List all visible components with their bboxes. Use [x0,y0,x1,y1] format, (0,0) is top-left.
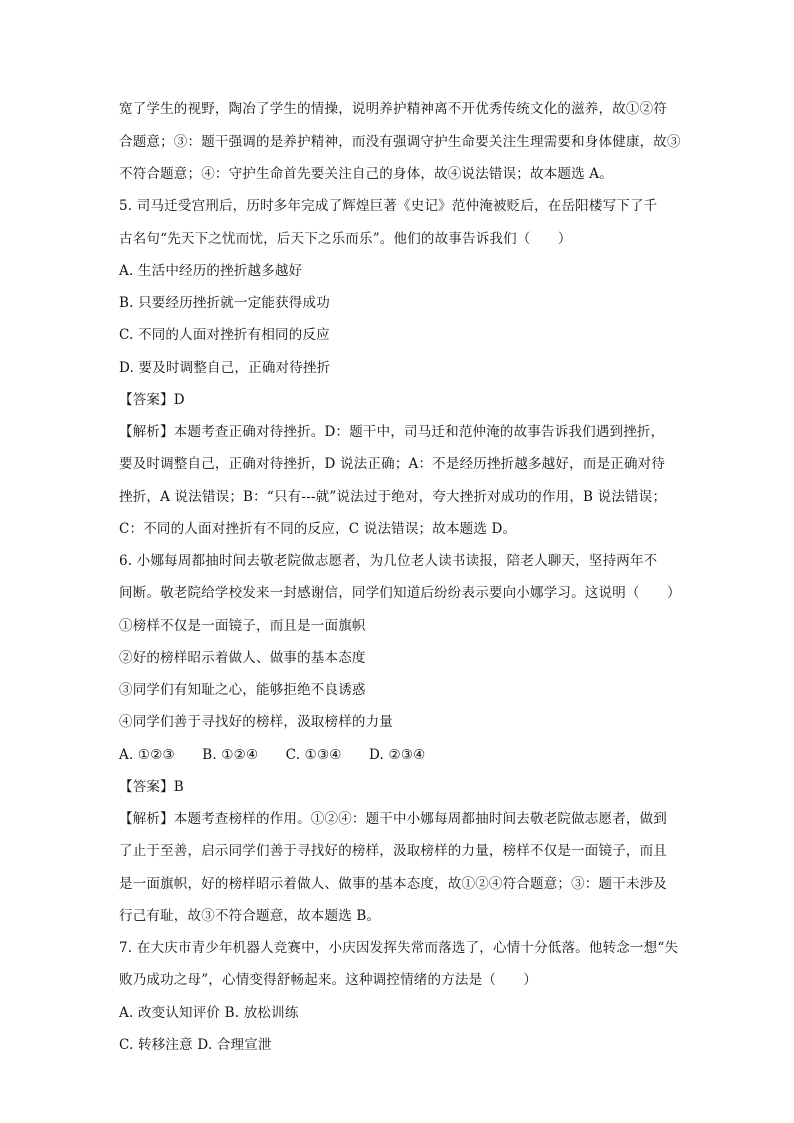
analysis-continuation-line: 合题意；③：题干强调的是养护精神，而没有强调守护生命要关注生理需要和身体健康，故③ [119,134,681,150]
question-5-option-b: B. 只要经历挫折就一定能获得成功 [119,295,330,311]
question-5-answer: 【答案】D [119,392,185,408]
question-6-analysis: 了止于至善，启示同学们善于寻找好的榜样，汲取榜样的力量，榜样不仅是一面镜子，而且 [119,843,667,859]
question-6-stem: 6. 小娜每周都抽时间去敬老院做志愿者，为几位老人读书读报，陪老人聊天，坚持两年不 [119,553,658,569]
question-5-analysis: 【解析】本题考查正确对待挫折。D：题干中，司马迁和范仲淹的故事告诉我们遇到挫折， [119,424,665,440]
question-7-options: C. 转移注意 D. 合理宣泄 [119,1037,272,1053]
question-6-statement: ④同学们善于寻找好的榜样，汲取榜样的力量 [119,714,393,730]
question-6-analysis: 行己有耻，故③不符合题意，故本题选 B。 [119,908,381,924]
question-5-option-d: D. 要及时调整自己，正确对待挫折 [119,360,331,376]
question-6-statement: ①榜样不仅是一面镜子，而且是一面旗帜 [119,618,366,634]
question-6-statement: ②好的榜样昭示着做人、做事的基本态度 [119,650,366,666]
analysis-continuation-line: 不符合题意；④：守护生命首先要关注自己的身体，故④说法错误；故本题选 A。 [119,166,613,182]
question-6-statement: ③同学们有知耻之心，能够拒绝不良诱惑 [119,682,366,698]
question-7-options: A. 改变认知评价 B. 放松训练 [119,1005,299,1021]
question-5-option-c: C. 不同的人面对挫折有相同的反应 [119,327,330,343]
question-7-stem: 7. 在大庆市青少年机器人竞赛中，小庆因发挥失常而落选了，心情十分低落。他转念一想“失 [119,940,679,956]
question-5-stem: 5. 司马迁受宫刑后，历时多年完成了辉煌巨著《史记》范仲淹被贬后，在岳阳楼写下了千 [119,198,658,214]
question-6-options: A. ①②③ B. ①②④ C. ①③④ D. ②③④ [119,747,426,763]
question-6-stem: 间断。敬老院给学校发来一封感谢信，同学们知道后纷纷表示要向小娜学习。这说明（ ） [119,585,681,601]
question-5-analysis: C：不同的人面对挫折有不同的反应，C 说法错误；故本题选 D。 [119,521,517,537]
question-6-answer: 【答案】B [119,779,184,795]
question-5-analysis: 要及时调整自己，正确对待挫折，D 说法正确；A：不是经历挫折越多越好，而是正确对待 [119,456,666,472]
question-6-analysis: 【解析】本题考查榜样的作用。①②④：题干中小娜每周都抽时间去敬老院做志愿者，做到 [119,811,667,827]
question-7-stem: 败乃成功之母”，心情变得舒畅起来。这种调控情绪的方法是（ ） [119,972,538,988]
question-5-analysis: 挫折，A 说法错误；B：“只有---就”说法过于绝对，夸大挫折对成功的作用，B 说法错误； [119,489,667,505]
analysis-continuation-line: 宽了学生的视野，陶冶了学生的情操，说明养护精神离不开优秀传统文化的滋养，故①②符 [119,101,667,117]
question-6-analysis: 是一面旗帜，好的榜样昭示着做人、做事的基本态度，故①②④符合题意；③：题干未涉及 [119,876,667,892]
question-5-option-a: A. 生活中经历的挫折越多越好 [119,263,303,279]
question-5-stem: 古名句“先天下之忧而忧，后天下之乐而乐”。他们的故事告诉我们（ ） [119,231,572,247]
